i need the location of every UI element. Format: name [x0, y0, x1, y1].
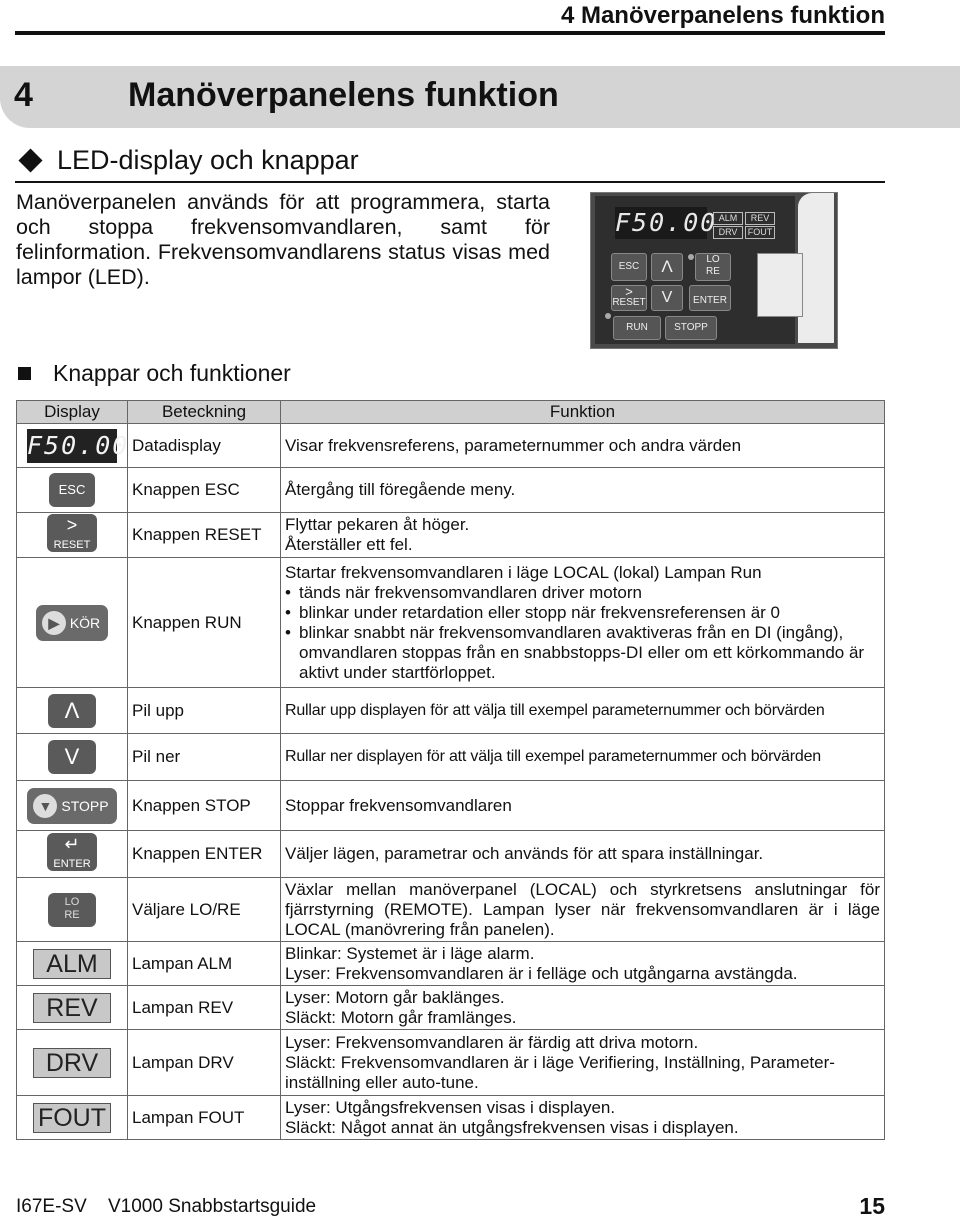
run-key-icon: [36, 605, 108, 641]
panel-reset-key: [611, 285, 647, 311]
functions-table: [16, 400, 885, 1140]
stop-key-label: STOPP: [61, 797, 109, 814]
running-head: 4 Manöverpanelens funktion: [560, 2, 885, 29]
panel-reset-symbol: >: [625, 284, 633, 299]
row-function: Väljer lägen, parametrar och används för att spara inställningar.: [281, 831, 885, 878]
panel-lore-led: [688, 254, 694, 260]
arrow-up-icon: Λ: [48, 694, 96, 728]
footer-document-code: I67E-SV: [16, 1196, 87, 1217]
led-display-icon: F50.00: [27, 429, 117, 463]
operator-panel-image: [590, 192, 838, 349]
table-row: [17, 734, 885, 781]
run-key-label: KÖR: [69, 614, 101, 631]
reset-key-symbol: >: [66, 514, 78, 535]
enter-key-symbol: ↵: [64, 833, 80, 854]
lo-re-key-icon: [48, 893, 96, 927]
reset-key-label: RESET: [53, 538, 91, 551]
row-function: Blinkar: Systemet är i läge alarm. Lyser: Frekvensomvandlaren är i felläge och utgångarna avstängda.: [281, 942, 885, 986]
section-rule: [15, 181, 885, 183]
header-rule: [15, 31, 885, 35]
chapter-number: 4: [14, 76, 33, 114]
section-title: LED-display och knappar: [57, 145, 359, 175]
run-lamp-bullets: [285, 583, 880, 683]
row-name: Väljare LO/RE: [128, 878, 281, 942]
table-row: [17, 688, 885, 734]
panel-lamp-rev: REV: [745, 212, 775, 225]
table-row: [17, 1096, 885, 1140]
table-row: [17, 424, 885, 468]
panel-lamp-alm: ALM: [713, 212, 743, 225]
lo-re-top: LO: [64, 895, 80, 908]
row-function: Flyttar pekaren åt höger. Återställer ett fel.: [281, 513, 885, 558]
fout-lamp-icon: FOUT: [33, 1103, 111, 1133]
row-function: Återgång till föregående meny.: [281, 468, 885, 513]
stop-symbol-icon: ▼: [33, 794, 57, 818]
list-item: • tänds när frekvensomvandlaren driver motorn: [299, 583, 880, 603]
chapter-title: Manöverpanelens funktion: [128, 76, 559, 114]
panel-lamp-drv: DRV: [713, 226, 743, 239]
table-row: [17, 986, 885, 1030]
row-function: Växlar mellan manöverpanel (LOCAL) och styrkretsens anslutningar för fjärrstyrning (REMOTE). Lampan lyser när frekvensomvandlaren är i läge LOCAL (manövrering från panelen).: [281, 878, 885, 942]
row-name: Lampan ALM: [128, 942, 281, 986]
panel-esc-key: ESC: [611, 253, 647, 281]
row-name: Knappen RESET: [128, 513, 281, 558]
row-name: Datadisplay: [128, 424, 281, 468]
panel-connector-cover: [757, 253, 803, 317]
lo-re-bottom: RE: [64, 908, 80, 921]
panel-lore-key: [695, 253, 731, 281]
panel-reset-label: RESET: [612, 297, 646, 308]
row-name: Knappen ENTER: [128, 831, 281, 878]
square-bullet-icon: [18, 367, 31, 380]
table-header-row: [17, 401, 885, 424]
drv-lamp-icon: DRV: [33, 1048, 111, 1078]
row-name: Knappen ESC: [128, 468, 281, 513]
esc-key-icon: ESC: [49, 473, 95, 507]
run-symbol-icon: ▶: [42, 611, 66, 635]
footer-document-title: V1000 Snabbstartsguide: [108, 1196, 317, 1217]
panel-lore-bottom: RE: [706, 266, 720, 277]
row-name: Pil ner: [128, 734, 281, 781]
row-function: Rullar upp displayen för att välja till exempel parameternummer och börvärden: [281, 688, 885, 734]
section-heading: [16, 145, 359, 176]
panel-up-key: Λ: [651, 253, 683, 281]
diamond-bullet-icon: [18, 148, 42, 172]
row-function: Visar frekvensreferens, parameternummer och andra värden: [281, 424, 885, 468]
page-number: 15: [859, 1193, 885, 1219]
panel-led-display: F50.00: [615, 208, 718, 237]
row-name: Knappen RUN: [128, 558, 281, 688]
table-row: [17, 468, 885, 513]
panel-lore-top: LO: [706, 254, 720, 265]
row-name: Lampan FOUT: [128, 1096, 281, 1140]
list-item: • blinkar under retardation eller stopp när frekvensreferensen är 0: [299, 603, 880, 623]
row-function: Lyser: Frekvensomvandlaren är färdig att driva motorn. Släckt: Frekvensomvandlaren är i läge Verifiering, Inställning, Parameter-inställning eller auto-tune.: [281, 1030, 885, 1096]
header-function: Funktion: [281, 401, 885, 424]
table-row: [17, 831, 885, 878]
intro-paragraph: Manöverpanelen används för att programmera, starta och stoppa frekvensomvandlaren, samt för felinformation. Frekvensomvandlarens status visas med lampor (LED).: [16, 190, 550, 289]
subsection-heading: [16, 360, 291, 387]
arrow-down-icon: V: [48, 740, 96, 774]
row-name: Pil upp: [128, 688, 281, 734]
panel-enter-key: ENTER: [689, 285, 731, 311]
table-row: [17, 878, 885, 942]
row-function: Stoppar frekvensomvandlaren: [281, 781, 885, 831]
row-name: Lampan DRV: [128, 1030, 281, 1096]
table-row: [17, 942, 885, 986]
reset-key-icon: [47, 514, 97, 552]
table-row: [17, 558, 885, 688]
subsection-title: Knappar och funktioner: [53, 360, 291, 386]
enter-key-label: ENTER: [53, 857, 91, 870]
row-name: Knappen STOP: [128, 781, 281, 831]
panel-stop-key: STOPP: [665, 316, 717, 340]
rev-lamp-icon: REV: [33, 993, 111, 1023]
panel-cover: [798, 193, 834, 343]
stop-key-icon: [27, 788, 116, 824]
panel-run-led: [605, 313, 611, 319]
table-row: [17, 513, 885, 558]
header-name: Beteckning: [128, 401, 281, 424]
row-function: Lyser: Utgångsfrekvensen visas i displayen. Släckt: Något annat än utgångsfrekvensen visas i displayen.: [281, 1096, 885, 1140]
enter-key-icon: [47, 833, 97, 871]
row-function: Lyser: Motorn går baklänges. Släckt: Motorn går framlänges.: [281, 986, 885, 1030]
table-row: [17, 1030, 885, 1096]
panel-down-key: V: [651, 285, 683, 311]
header-display: Display: [17, 401, 128, 424]
alm-lamp-icon: ALM: [33, 949, 111, 979]
row-function: Rullar ner displayen för att välja till exempel parameternummer och börvärden: [281, 734, 885, 781]
row-function: Startar frekvensomvandlaren i läge LOCAL (lokal) Lampan Run • tänds när frekvensomvandlaren driver motorn • blinkar under retardation eller stopp när frekvensreferensen är 0 • blinkar snabbt när frekvensomvandlaren avaktiveras från en DI (ingång), omvandlaren stoppas från en snabbstopps-DI eller om ett körkommando är aktivt under startförloppet.: [281, 558, 885, 688]
panel-lamp-fout: FOUT: [745, 226, 775, 239]
table-row: [17, 781, 885, 831]
row-name: Lampan REV: [128, 986, 281, 1030]
panel-run-key: RUN: [613, 316, 661, 340]
list-item: • blinkar snabbt när frekvensomvandlaren avaktiveras från en DI (ingång), omvandlaren stoppas från en snabbstopps-DI eller om ett körkommando är aktivt under startförloppet.: [299, 623, 880, 683]
